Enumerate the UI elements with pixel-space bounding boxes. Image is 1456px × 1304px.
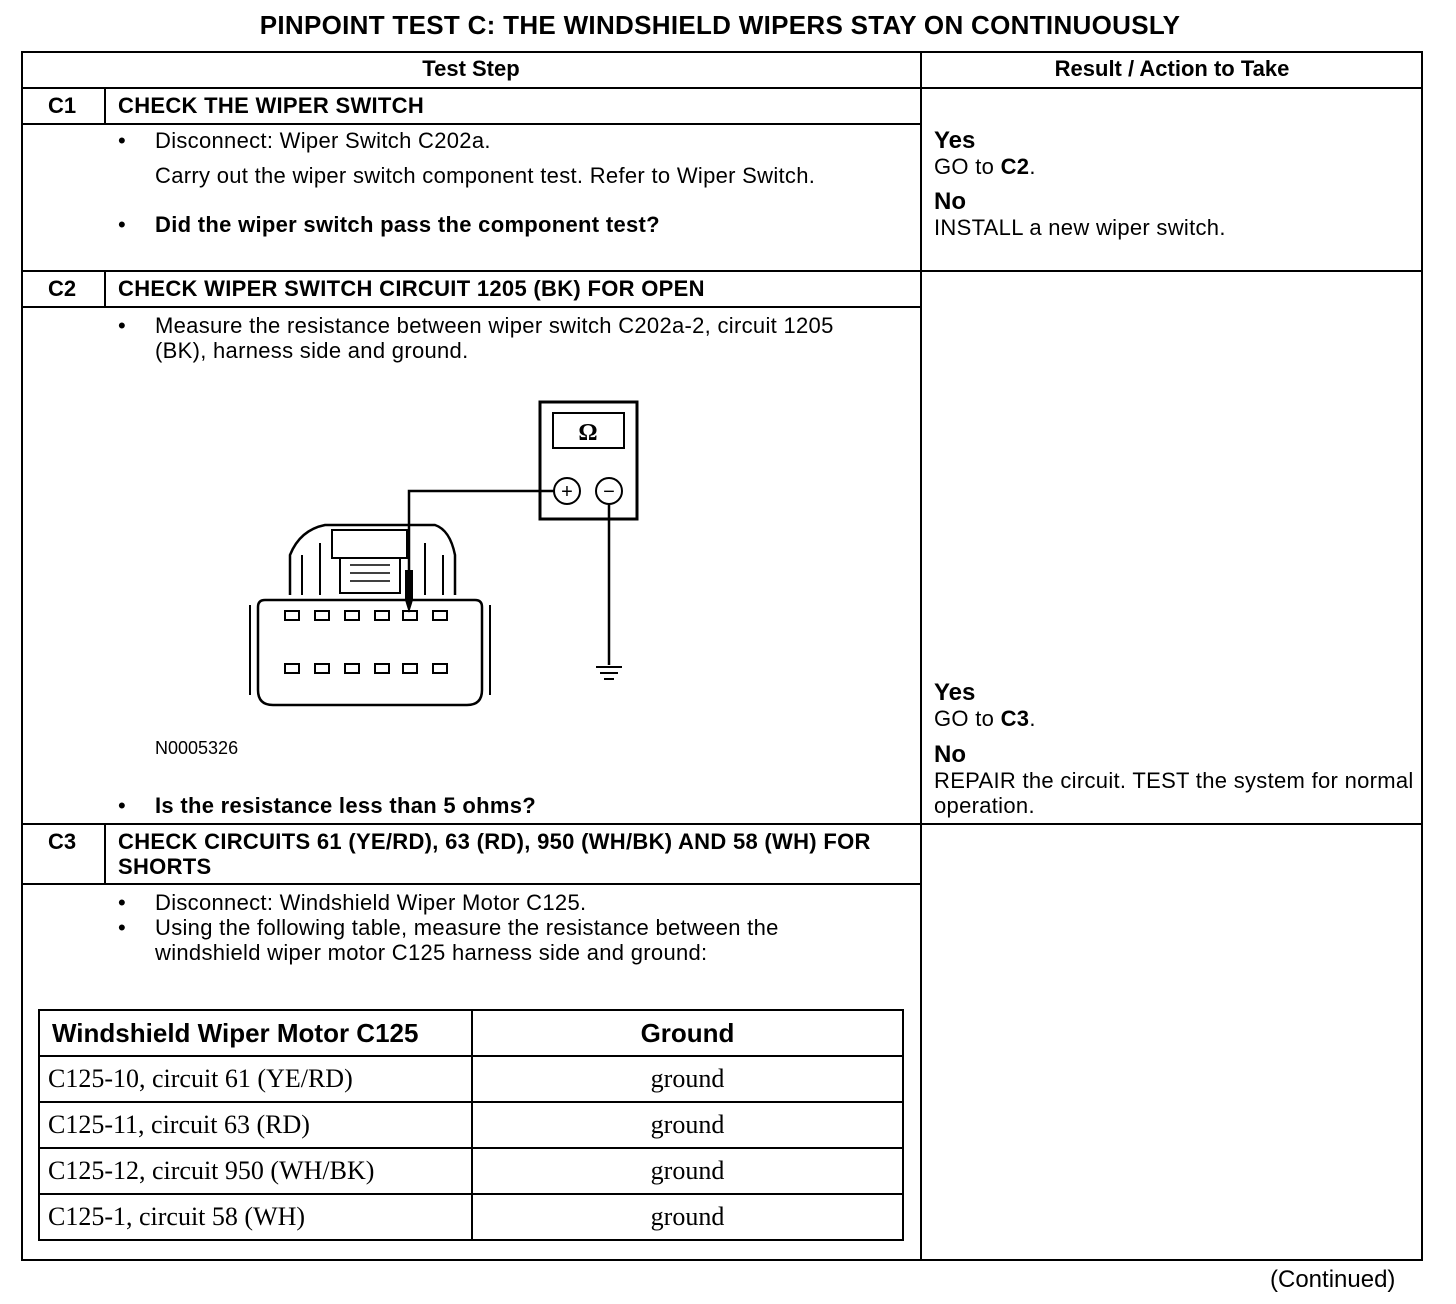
- c3-instruction-measure: Using the following table, measure the resistance between the windshield wiper motor C125 harness side and ground:: [155, 915, 779, 965]
- c3-title-divider: [21, 883, 922, 885]
- minus-sign: −: [603, 481, 615, 503]
- measurement-table: [38, 1009, 904, 1241]
- table-cell: C125-12, circuit 950 (WH/BK): [39, 1148, 472, 1194]
- positive-lead: [409, 491, 554, 595]
- c2-question: Is the resistance less than 5 ohms?: [155, 793, 536, 818]
- bullet: •: [118, 313, 126, 338]
- c2-yes-end: .: [1029, 706, 1036, 731]
- table-row: [39, 1194, 903, 1240]
- c2-id-divider: [104, 270, 106, 307]
- step-id-c2: C2: [47, 276, 77, 301]
- connector-meter-diagram: [240, 395, 660, 725]
- step-id-c1: C1: [47, 93, 77, 118]
- figure-id: N0005326: [155, 738, 239, 758]
- connector-latch: [340, 558, 400, 593]
- c1-yes-ref: C2: [1000, 154, 1030, 179]
- c2-row-end: [21, 823, 1423, 825]
- ohm-symbol: Ω: [578, 420, 598, 446]
- table-cell: C125-10, circuit 61 (YE/RD): [39, 1056, 472, 1102]
- c2-yes-action: [934, 706, 1036, 731]
- c1-instruction-disconnect: Disconnect: Wiper Switch C202a.: [155, 128, 491, 153]
- bullet: •: [118, 212, 126, 237]
- c1-title-divider: [21, 123, 922, 125]
- c1-yes-text: GO to: [934, 154, 1001, 179]
- col-header-motor: Windshield Wiper Motor C125: [39, 1010, 472, 1056]
- connector-body: [258, 600, 482, 705]
- continued-note: (Continued): [1270, 1266, 1396, 1293]
- c2-title-divider: [21, 306, 922, 308]
- bullet: •: [118, 890, 126, 915]
- c1-instruction-component-test: Carry out the wiper switch component test. Refer to Wiper Switch.: [155, 163, 816, 188]
- c3-instruction-disconnect: Disconnect: Windshield Wiper Motor C125.: [155, 890, 587, 915]
- step-title-c3: CHECK CIRCUITS 61 (YE/RD), 63 (RD), 950 (WH/BK) AND 58 (WH) FOR SHORTS: [118, 829, 871, 879]
- connector-latch: [290, 525, 455, 595]
- step-title-c1: CHECK THE WIPER SWITCH: [118, 93, 425, 118]
- table-cell: ground: [472, 1194, 903, 1240]
- c2-no-label: No: [934, 741, 966, 768]
- c2-yes-ref: C3: [1000, 706, 1030, 731]
- table-cell: ground: [472, 1148, 903, 1194]
- c2-no-action: REPAIR the circuit. TEST the system for normal operation.: [934, 768, 1414, 818]
- header-test-step: Test Step: [422, 56, 520, 81]
- page-title: PINPOINT TEST C: THE WINDSHIELD WIPERS STAY ON CONTINUOUSLY: [259, 10, 1181, 40]
- table-cell: C125-11, circuit 63 (RD): [39, 1102, 472, 1148]
- measurement-table-header: [39, 1010, 903, 1056]
- c1-no-action: INSTALL a new wiper switch.: [934, 215, 1226, 240]
- bullet: •: [118, 915, 126, 940]
- table-row: [39, 1102, 903, 1148]
- bullet: •: [118, 793, 126, 818]
- header-divider: [21, 87, 1423, 89]
- step-id-c3: C3: [47, 829, 77, 854]
- connector-latch: [332, 530, 407, 558]
- table-row: [39, 1056, 903, 1102]
- c2-yes-label: Yes: [934, 679, 976, 706]
- col-header-ground: Ground: [472, 1010, 903, 1056]
- column-divider: [920, 51, 922, 1261]
- header-result: Result / Action to Take: [1054, 56, 1290, 81]
- connector-pins-row-1: [285, 611, 447, 620]
- meter-probe: [405, 570, 413, 613]
- c1-yes-label: Yes: [934, 127, 976, 154]
- table-row: [39, 1148, 903, 1194]
- table-cell: ground: [472, 1102, 903, 1148]
- plus-sign: +: [561, 481, 573, 503]
- bullet: •: [118, 128, 126, 153]
- c3-id-divider: [104, 823, 106, 884]
- c2-instruction-measure: Measure the resistance between wiper switch C202a-2, circuit 1205 (BK), harness side and ground.: [155, 313, 834, 363]
- c1-no-label: No: [934, 188, 966, 215]
- step-title-c2: CHECK WIPER SWITCH CIRCUIT 1205 (BK) FOR OPEN: [118, 276, 705, 301]
- table-cell: ground: [472, 1056, 903, 1102]
- c1-id-divider: [104, 87, 106, 124]
- c1-question: Did the wiper switch pass the component test?: [155, 212, 660, 237]
- c1-yes-end: .: [1029, 154, 1036, 179]
- c1-row-end: [21, 270, 1423, 272]
- connector-pins-row-2: [285, 664, 447, 673]
- c2-yes-text: GO to: [934, 706, 1001, 731]
- table-cell: C125-1, circuit 58 (WH): [39, 1194, 472, 1240]
- c1-yes-action: [934, 154, 1036, 179]
